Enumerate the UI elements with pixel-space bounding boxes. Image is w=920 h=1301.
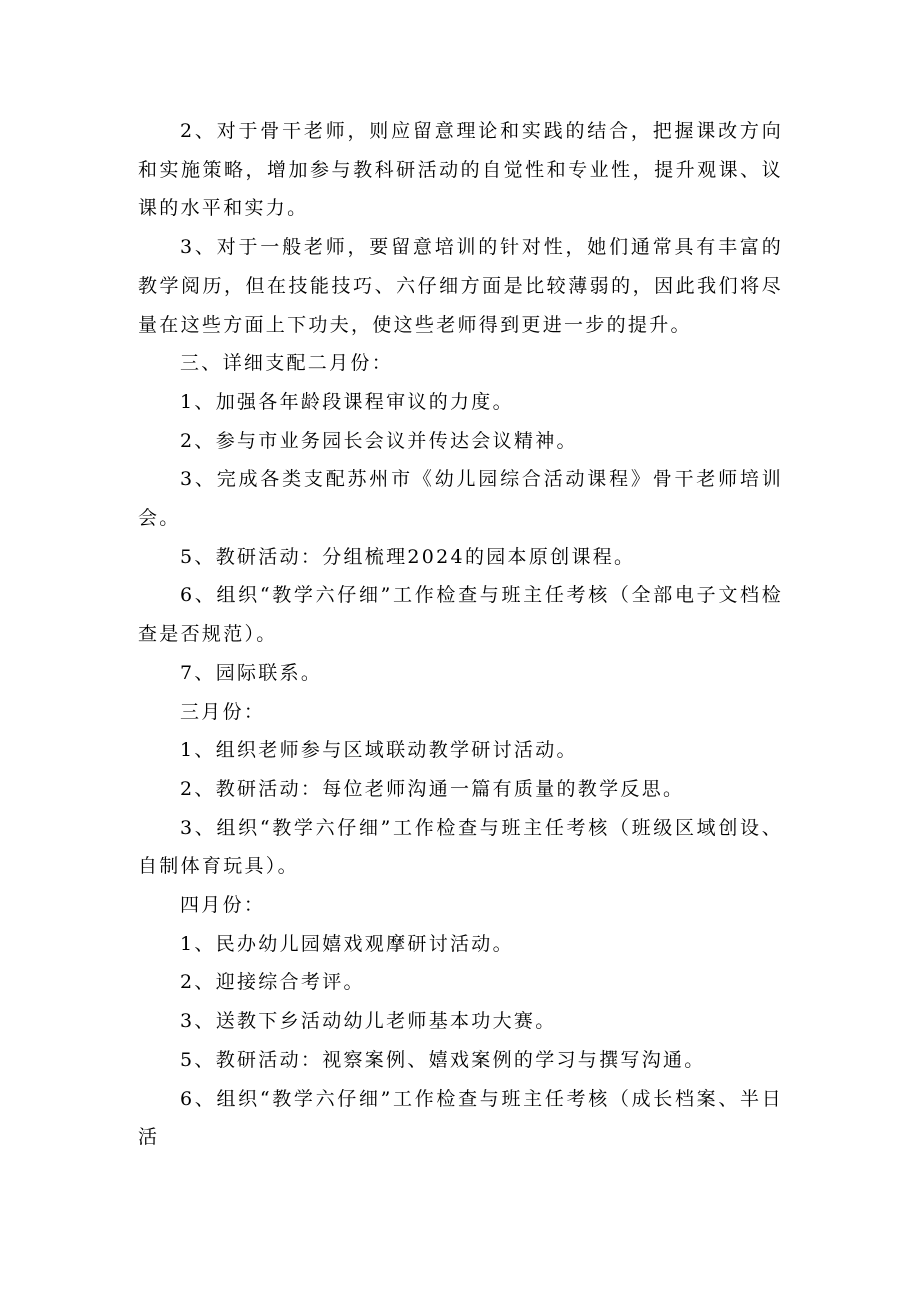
list-item: 5、教研活动：视察案例、嬉戏案例的学习与撰写沟通。	[180, 1048, 706, 1071]
list-item: 6、组织“教学六仔细”工作检查与班主任考核（全部电子文档检查是否规范）。	[138, 584, 783, 646]
list-item: 1、加强各年龄段课程审议的力度。	[180, 390, 514, 413]
heading-february: 三、详细支配二月份：	[180, 352, 394, 375]
paragraph-backbone-teachers: 2、对于骨干老师，则应留意理论和实践的结合，把握课改方向和实施策略，增加参与教科研活动的自觉性和专业性，提升观课、议课的水平和实力。	[138, 120, 783, 220]
list-item: 1、民办幼儿园嬉戏观摩研讨活动。	[180, 932, 514, 955]
list-item: 3、完成各类支配苏州市《幼儿园综合活动课程》骨干老师培训会。	[138, 468, 783, 530]
list-item: 1、组织老师参与区域联动教学研讨活动。	[180, 739, 578, 762]
list-item: 3、送教下乡活动幼儿老师基本功大赛。	[180, 1010, 557, 1033]
list-item: 3、组织“教学六仔细”工作检查与班主任考核（班级区域创设、自制体育玩具）。	[138, 816, 783, 878]
list-item: 5、教研活动：分组梳理2024的园本原创课程。	[180, 545, 636, 568]
heading-march: 三月份：	[180, 700, 266, 723]
list-item: 7、园际联系。	[180, 661, 323, 684]
list-item: 2、迎接综合考评。	[180, 971, 365, 994]
list-item: 6、组织“教学六仔细”工作检查与班主任考核（成长档案、半日活	[138, 1087, 783, 1149]
list-item: 2、参与市业务园长会议并传达会议精神。	[180, 429, 578, 452]
paragraph-general-teachers: 3、对于一般老师，要留意培训的针对性，她们通常具有丰富的教学阅历，但在技能技巧、六仔细方面是比较薄弱的，因此我们将尽量在这些方面上下功夫，使这些老师得到更进一步的提升。	[138, 236, 783, 336]
list-item: 2、教研活动：每位老师沟通一篇有质量的教学反思。	[180, 777, 685, 800]
heading-april: 四月份：	[180, 894, 266, 917]
